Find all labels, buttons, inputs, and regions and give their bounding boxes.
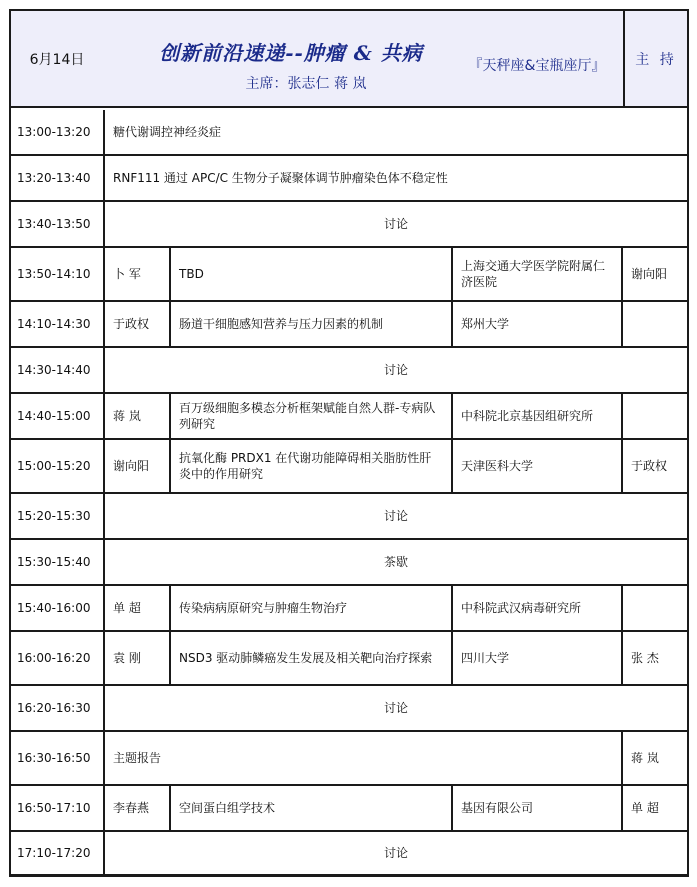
time-slot: 17:10-17:20 xyxy=(11,832,105,874)
time-slot: 13:40-13:50 xyxy=(11,202,105,246)
talk-topic: 肠道干细胞感知营养与压力因素的机制 xyxy=(171,302,453,346)
break-label: 茶歇 xyxy=(383,555,408,569)
schedule-row xyxy=(11,202,687,248)
time-slot: 16:30-16:50 xyxy=(11,732,105,784)
schedule-row xyxy=(11,832,687,876)
break-label: 讨论 xyxy=(383,363,408,377)
speaker-institution: 中科院北京基因组研究所 xyxy=(453,394,623,438)
speaker-name: 谢向阳 xyxy=(105,440,171,492)
time-slot: 13:00-13:20 xyxy=(11,110,105,154)
schedule-row xyxy=(11,348,687,394)
session-host: 单 超 xyxy=(631,801,659,815)
session-chairs: 主席：张志仁 蒋 岚 xyxy=(245,76,367,92)
schedule-row xyxy=(11,632,687,686)
speaker-name: 卜 军 xyxy=(105,248,171,300)
speaker-institution: 天津医科大学 xyxy=(453,440,623,492)
session-host xyxy=(623,394,687,438)
session-title: 创新前沿速递--肿瘤 & 共病 xyxy=(159,41,423,65)
time-slot: 13:20-13:40 xyxy=(11,156,105,200)
talk-title: RNF111 通过 APC/C 生物分子凝聚体调节肿瘤染色体不稳定性 xyxy=(113,171,448,185)
break-label: 讨论 xyxy=(383,509,408,523)
schedule-row xyxy=(11,302,687,348)
speaker-institution: 四川大学 xyxy=(453,632,623,684)
speaker-institution: 郑州大学 xyxy=(453,302,623,346)
time-slot: 15:20-15:30 xyxy=(11,494,105,538)
time-slot: 14:40-15:00 xyxy=(11,394,105,438)
talk-topic: 传染病病原研究与肿瘤生物治疗 xyxy=(171,586,453,630)
session-host xyxy=(623,586,687,630)
talk-title: 糖代谢调控神经炎症 xyxy=(113,125,222,139)
break-label: 讨论 xyxy=(383,701,408,715)
talk-topic: TBD xyxy=(171,248,453,300)
speaker-institution: 上海交通大学医学院附属仁济医院 xyxy=(453,248,623,300)
session-host: 张 杰 xyxy=(631,651,659,665)
schedule-row xyxy=(11,586,687,632)
schedule-row xyxy=(11,394,687,440)
speaker-name: 单 超 xyxy=(105,586,171,630)
speaker-institution: 中科院武汉病毒研究所 xyxy=(453,586,623,630)
break-label: 讨论 xyxy=(383,846,408,860)
plenary-label: 主题报告 xyxy=(105,732,623,784)
schedule-row xyxy=(11,732,687,786)
schedule-row xyxy=(11,786,687,832)
schedule-row xyxy=(11,440,687,494)
session-date: 6月14日 xyxy=(29,51,85,68)
session-host: 谢向阳 xyxy=(631,267,668,281)
time-slot: 15:30-15:40 xyxy=(11,540,105,584)
time-slot: 15:00-15:20 xyxy=(11,440,105,492)
talk-topic: 百万级细胞多模态分析框架赋能自然人群-专病队列研究 xyxy=(171,394,453,438)
schedule-row xyxy=(11,540,687,586)
schedule-row xyxy=(11,156,687,202)
talk-topic: NSD3 驱动肺鳞癌发生发展及相关靶向治疗探索 xyxy=(171,632,453,684)
time-slot: 16:20-16:30 xyxy=(11,686,105,730)
talk-topic: 抗氧化酶 PRDX1 在代谢功能障碍相关脂肪性肝炎中的作用研究 xyxy=(171,440,453,492)
schedule-row xyxy=(11,248,687,302)
schedule-row xyxy=(11,110,687,156)
time-slot: 14:30-14:40 xyxy=(11,348,105,392)
schedule-row xyxy=(11,686,687,732)
break-label: 讨论 xyxy=(383,217,408,231)
session-host: 蒋 岚 xyxy=(631,751,659,765)
time-slot: 16:50-17:10 xyxy=(11,786,105,830)
time-slot: 16:00-16:20 xyxy=(11,632,105,684)
speaker-name: 袁 刚 xyxy=(105,632,171,684)
speaker-institution: 基因有限公司 xyxy=(453,786,623,830)
speaker-name: 于政权 xyxy=(105,302,171,346)
talk-topic: 空间蛋白组学技术 xyxy=(171,786,453,830)
session-host: 于政权 xyxy=(631,459,668,473)
schedule-rows xyxy=(11,110,687,876)
session-header xyxy=(11,11,687,108)
time-slot: 15:40-16:00 xyxy=(11,586,105,630)
speaker-name: 李春燕 xyxy=(105,786,171,830)
schedule-row xyxy=(11,494,687,540)
time-slot: 13:50-14:10 xyxy=(11,248,105,300)
session-room: 『天秤座&宝瓶座厅』 xyxy=(468,58,606,74)
time-slot: 14:10-14:30 xyxy=(11,302,105,346)
speaker-name: 蒋 岚 xyxy=(105,394,171,438)
host-column-label: 主 持 xyxy=(635,51,677,68)
session-host xyxy=(623,302,687,346)
